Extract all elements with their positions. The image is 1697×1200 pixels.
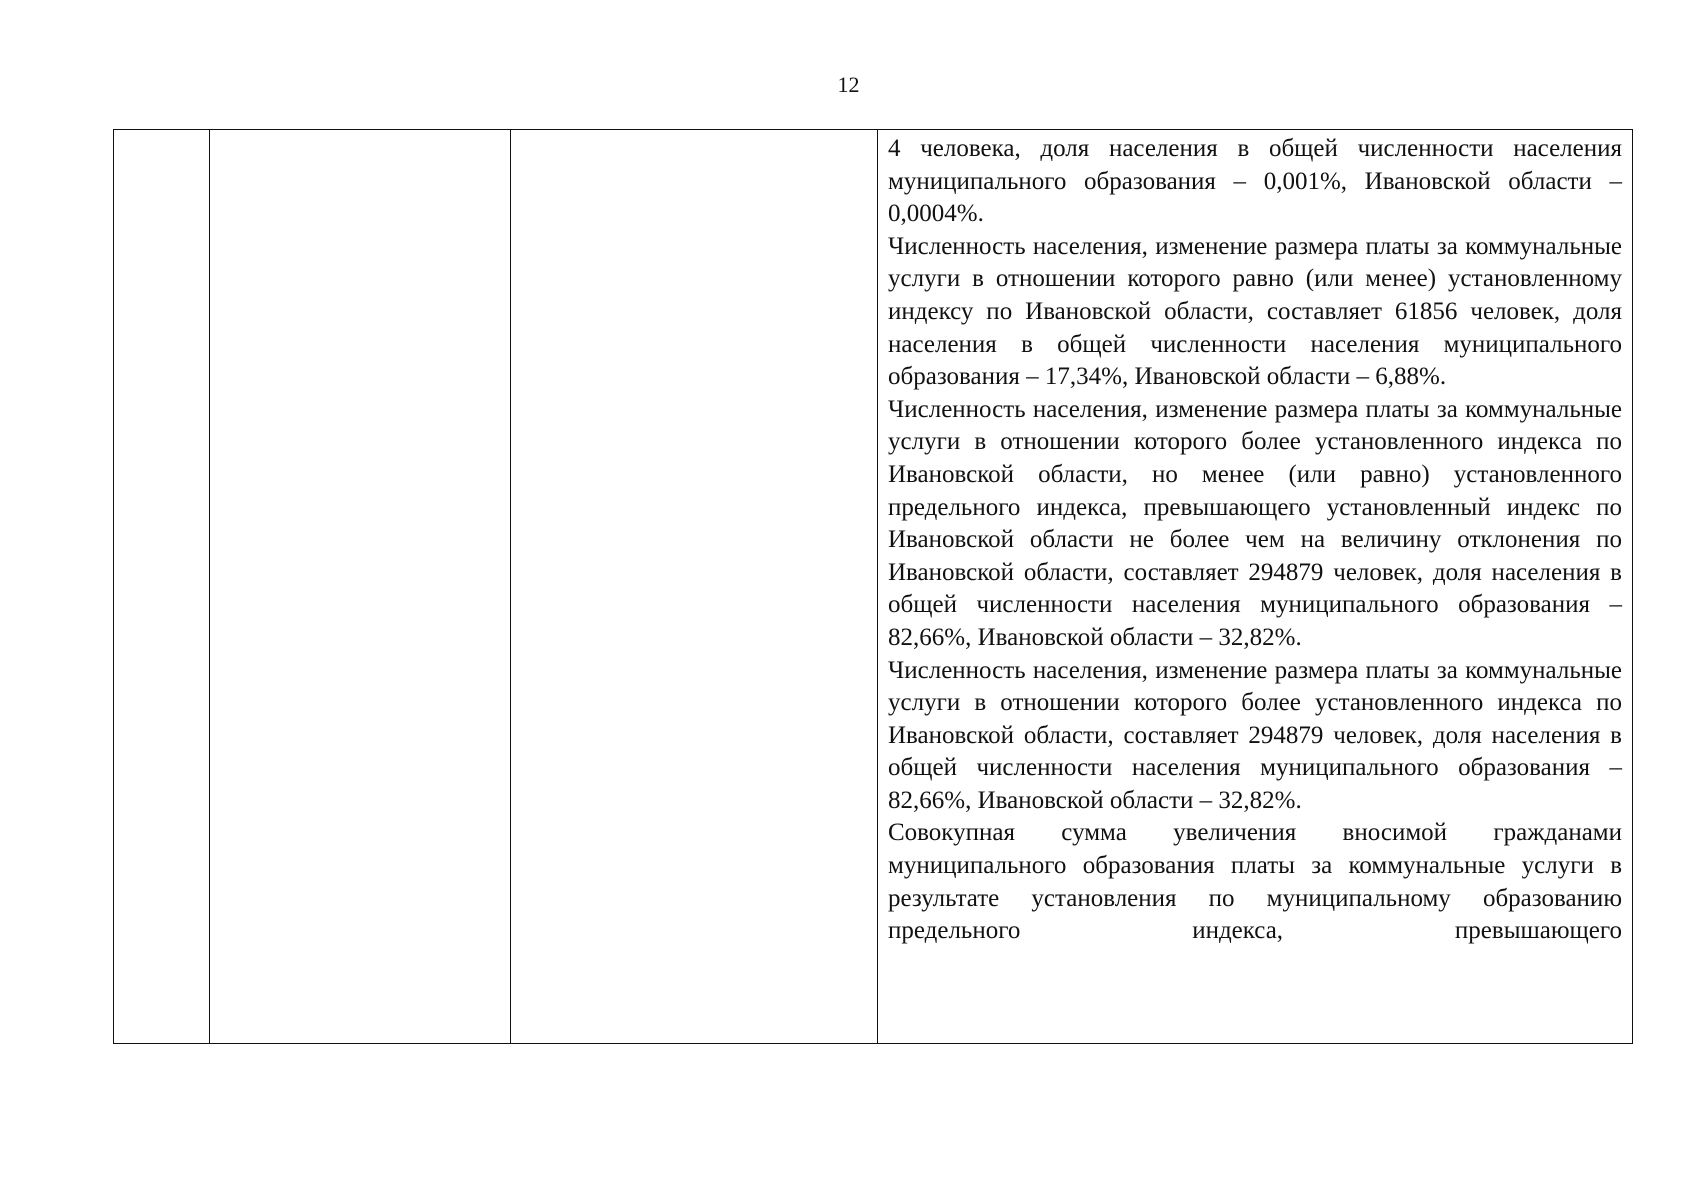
table-cell-col-3 (511, 130, 878, 1043)
table-cell-col-1 (114, 130, 210, 1043)
paragraph: Численность населения, изменение размера платы за коммунальные услуги в отношении которого более установленного индекса по Ивановской области, составляет 294879 человек, доля населения в общей численности населения муниципального образования – 82,66%, Ивановской области – 32,82%. (888, 656, 1622, 814)
table (113, 129, 1633, 1044)
cell-text-block (878, 130, 1632, 948)
paragraph: Численность населения, изменение размера платы за коммунальные услуги в отношении которого более установленного индекса по Ивановской области, но менее (или равно) установленного предельного индекса, превышающего установленный индекс по Ивановской области не более чем на величину отклонения по Ивановской области, составляет 294879 человек, доля населения в общей численности населения муниципального образования – 82,66%, Ивановской области – 32,82%. (888, 395, 1622, 651)
page-number: 12 (837, 72, 860, 97)
paragraph: Совокупная сумма увеличения вносимой гражданами муниципального образования платы за коммунальные услуги в результате установления по муниципальному образованию предельного индекса, превышающего (888, 819, 1622, 945)
table-cell-col-4 (878, 130, 1632, 1043)
table-cell-col-2 (210, 130, 511, 1043)
paragraph: Численность населения, изменение размера платы за коммунальные услуги в отношении которого равно (или менее) установленному индексу по Ивановской области, составляет 61856 человек, доля населения в общей численности населения муниципального образования – 17,34%, Ивановской области – 6,88%. (888, 232, 1622, 391)
paragraph: 4 человека, доля населения в общей численности населения муниципального образования – 0,001%, Ивановской области – 0,0004%. (888, 135, 1622, 228)
